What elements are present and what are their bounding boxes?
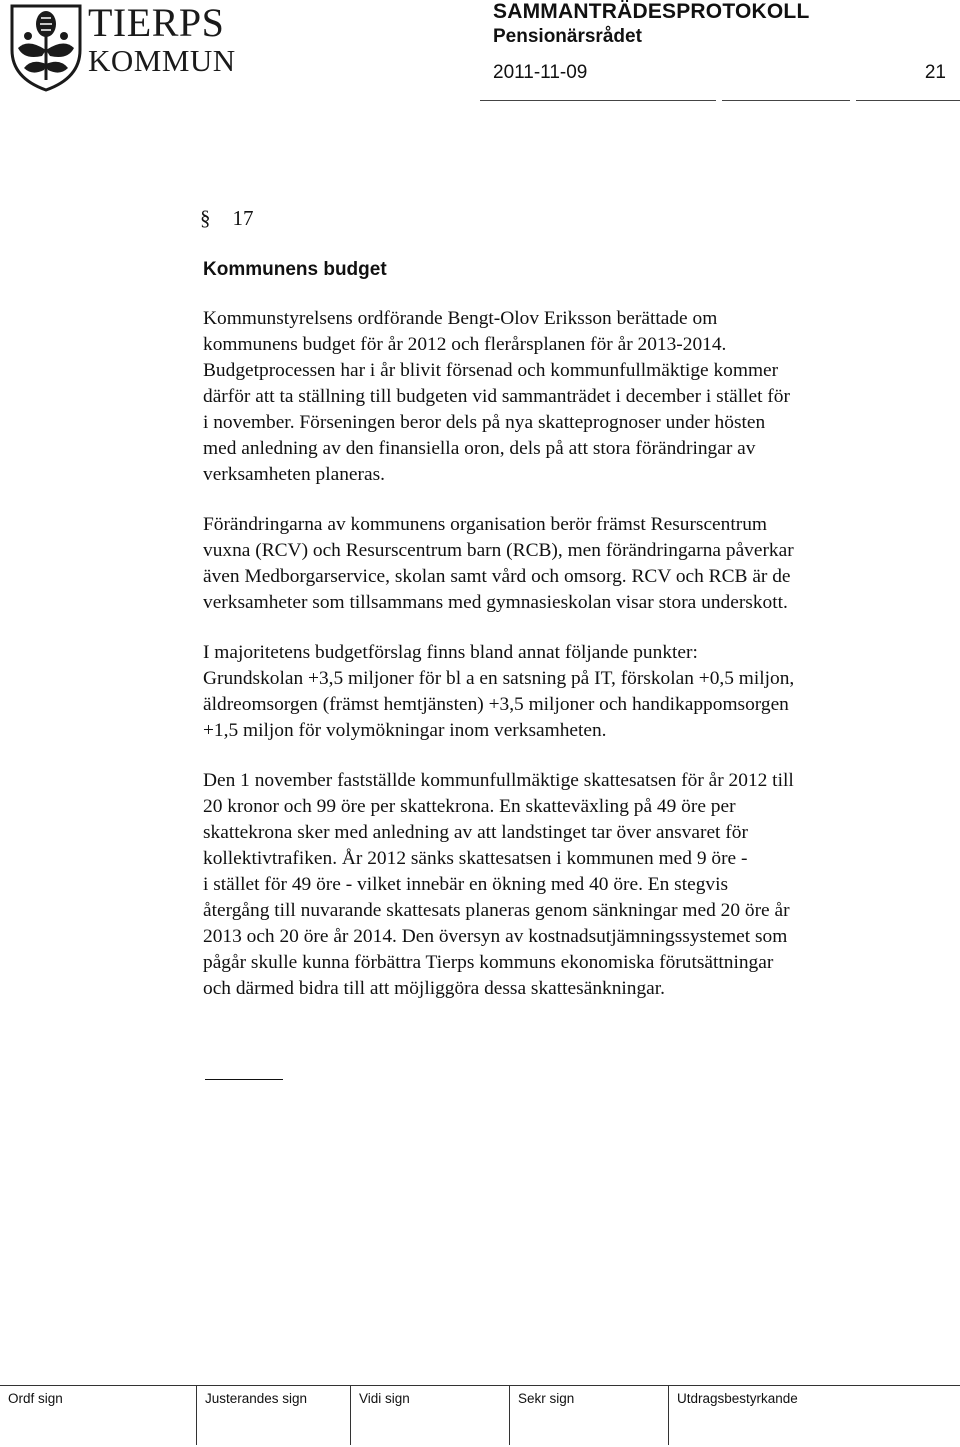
text-line: Kommunstyrelsens ordförande Bengt-Olov Eriksson berättade om [203, 308, 718, 329]
footer-label: Vidi sign [359, 1391, 410, 1406]
section-symbol: § [200, 206, 211, 230]
text-line: därför att ta ställning till budgeten vid sammanträdet i december i stället för [203, 386, 790, 407]
section-number [200, 206, 254, 231]
text-line: Budgetprocessen har i år blivit försenad och kommunfullmäktige kommer [203, 360, 779, 381]
text-line: kommunens budget för år 2012 och flerårsplanen för år 2013-2014. [203, 334, 727, 355]
text-line: I majoritetens budgetförslag finns bland annat följande punkter: [203, 642, 698, 663]
paragraph-2 [203, 512, 903, 616]
end-rule [205, 1079, 283, 1080]
paragraph-4 [203, 768, 903, 1002]
section-heading: Kommunens budget [203, 259, 387, 280]
text-line: äldreomsorgen (främst hemtjänsten) +3,5 miljoner och handikappomsorgen [203, 694, 789, 715]
text-line: vuxna (RCV) och Resurscentrum barn (RCB), men förändringarna påverkar [203, 540, 794, 561]
meeting-date: 2011-11-09 [493, 62, 588, 83]
text-line: Den 1 november fastställde kommunfullmäktige skattesatsen för år 2012 till [203, 770, 794, 791]
committee-name: Pensionärsrådet [493, 26, 642, 47]
footer-label: Ordf sign [8, 1391, 63, 1406]
footer-label: Utdragsbestyrkande [677, 1391, 798, 1406]
text-line: återgång till nuvarande skattesats planeras genom sänkningar med 20 öre år [203, 900, 790, 921]
footer-cell-justerandes [196, 1385, 351, 1445]
text-line: Förändringarna av kommunens organisation berör främst Resurscentrum [203, 514, 767, 535]
text-line: verksamheten planeras. [203, 464, 385, 485]
text-line: +1,5 miljon för volymökningar inom verksamheten. [203, 720, 607, 741]
text-line: i stället för 49 öre - vilket innebär en ökning med 40 öre. En stegvis [203, 874, 729, 895]
page-number: 21 [924, 62, 946, 83]
footer-cell-utdragsbestyrkande [668, 1385, 960, 1445]
text-line: och därmed bidra till att möjliggöra dessa skattesänkningar. [203, 978, 666, 999]
paragraph-3 [203, 640, 903, 744]
footer-cell-sekr [509, 1385, 669, 1445]
section-number-value: 17 [232, 206, 254, 230]
header-divider [480, 100, 960, 102]
footer-label: Justerandes sign [205, 1391, 308, 1406]
text-line: i november. Förseningen beror dels på nya skatteprognoser under hösten [203, 412, 766, 433]
logo-text [88, 2, 236, 78]
footer-label: Sekr sign [518, 1391, 575, 1406]
paragraph-1 [203, 306, 903, 488]
footer-cell-vidi [350, 1385, 510, 1445]
text-line: pågår skulle kunna förbättra Tierps kommuns ekonomiska förutsättningar [203, 952, 774, 973]
text-line: med anledning av den finansiella oron, dels på att stora förändringar av [203, 438, 756, 459]
document-title: SAMMANTRÄDESPROTOKOLL [493, 0, 810, 23]
logo-name-line2: KOMMUN [88, 43, 236, 78]
text-line: skattekrona sker med anledning av att landstinget tar över ansvaret för [203, 822, 748, 843]
text-line: 2013 och 20 öre år 2014. Den översyn av kostnadsutjämningssystemet som [203, 926, 788, 947]
signature-footer [0, 1385, 960, 1447]
footer-cell-ordf [0, 1385, 196, 1445]
text-line: även Medborgarservice, skolan samt vård och omsorg. RCV och RCB är de [203, 566, 791, 587]
text-line: Grundskolan +3,5 miljoner för bl a en satsning på IT, förskolan +0,5 miljon, [203, 668, 795, 689]
body-text [203, 306, 903, 1002]
text-line: kollektivtrafiken. År 2012 sänks skattesatsen i kommunen med 9 öre - [203, 848, 748, 869]
logo-name-line1: TIERPS [88, 0, 225, 45]
text-line: 20 kronor och 99 öre per skattekrona. En skatteväxling på 49 öre per [203, 796, 736, 817]
text-line: verksamheter som tillsammans med gymnasieskolan visar stora underskott. [203, 592, 788, 613]
